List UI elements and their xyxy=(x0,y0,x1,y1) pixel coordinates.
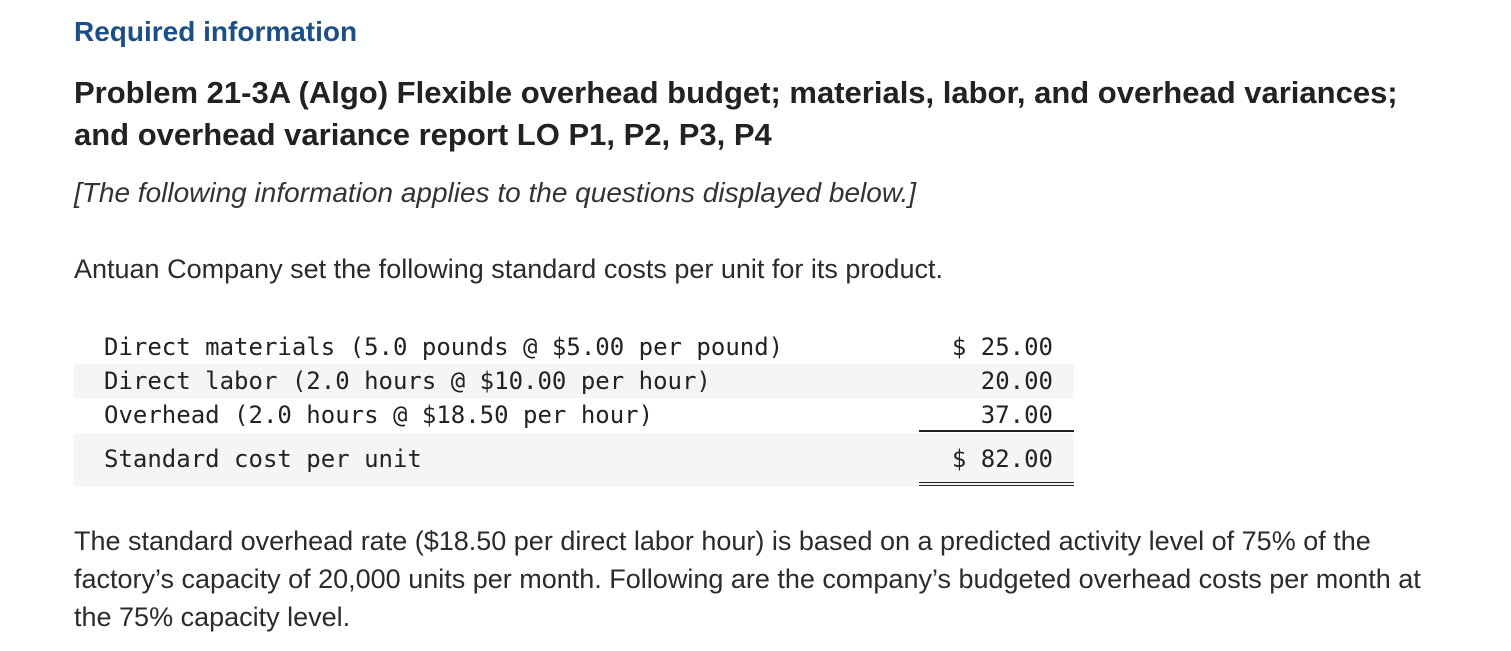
amount-cell xyxy=(919,330,1074,364)
instructions-note: [The following information applies to the questions displayed below.] xyxy=(74,177,917,208)
cost-row-overhead xyxy=(74,398,1074,432)
cost-description: Direct materials (5.0 pounds @ $5.00 per pound) xyxy=(104,333,784,361)
amount-cell xyxy=(919,364,1074,398)
problem-title: Problem 21-3A (Algo) Flexible overhead budget; materials, labor, and overhead variances; and overhead variance report LO P1, P2, P3, P4 xyxy=(74,75,1398,152)
cost-amount: 20.00 xyxy=(980,367,1053,395)
lead-sentence: Antuan Company set the following standard costs per unit for its product. xyxy=(74,254,943,284)
amount-cell xyxy=(919,398,1074,432)
cost-amount: $ 25.00 xyxy=(951,333,1053,361)
total-description: Standard cost per unit xyxy=(104,445,422,473)
total-amount-cell xyxy=(919,434,1074,486)
overhead-rate-paragraph: The standard overhead rate ($18.50 per direct labor hour) is based on a predicted activity level of 75% of the factory’s capacity of 20,000 units per month. Following are the company’s budgeted overhead costs per month at the 75% capacity level. xyxy=(74,526,1421,632)
cost-row-total xyxy=(74,434,1074,486)
cost-row-direct-materials xyxy=(74,330,1074,364)
required-information-heading: Required information xyxy=(74,16,358,47)
cost-description: Direct labor (2.0 hours @ $10.00 per hour) xyxy=(104,367,711,395)
total-amount: $ 82.00 xyxy=(951,445,1053,473)
standard-cost-table xyxy=(74,330,1074,486)
cost-row-direct-labor xyxy=(74,364,1074,398)
cost-description: Overhead (2.0 hours @ $18.50 per hour) xyxy=(104,401,654,429)
cost-amount: 37.00 xyxy=(980,401,1053,429)
